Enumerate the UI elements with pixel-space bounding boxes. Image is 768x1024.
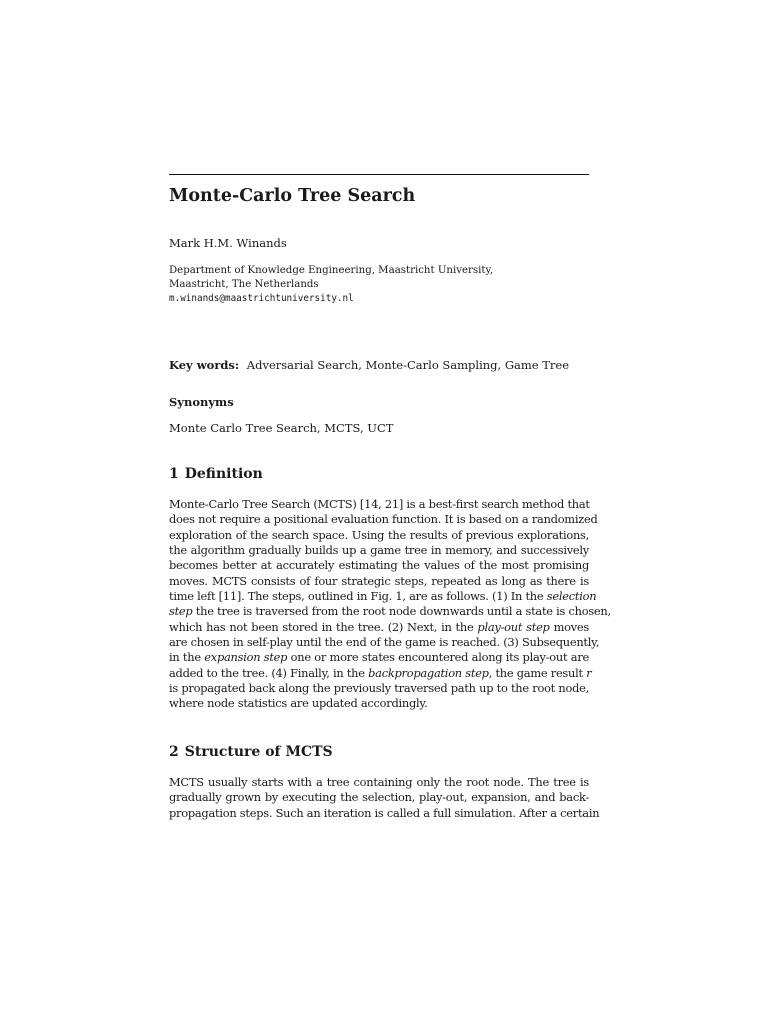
paper-title: Monte-Carlo Tree Search <box>169 186 416 206</box>
author-name: Mark H.M. Winands <box>169 236 287 250</box>
emphasis: expansion step <box>204 650 288 665</box>
text-line <box>169 604 611 619</box>
structure-paragraph <box>169 775 600 821</box>
text-segment: exploration of the search space. Using the results of previous explorations, <box>169 527 589 542</box>
text-segment: are chosen in self-play until the end of the game is reached. (3) Subsequently, <box>169 635 600 650</box>
text-segment: moves <box>549 619 589 634</box>
affiliation-line: Maastricht, The Netherlands <box>169 279 319 290</box>
text-segment: Monte-Carlo Tree Search (MCTS) [14, 21] is a best-first search method that <box>169 497 590 511</box>
text-segment: does not require a positional evaluation function. It is based on a randomized <box>169 512 598 527</box>
section-title: Structure of MCTS <box>184 744 333 760</box>
section-title: Definition <box>184 466 263 482</box>
text-segment: propagation steps. Such an iteration is called a full simulation. After a certain <box>169 805 600 820</box>
affiliation-line: Department of Knowledge Engineering, Maastricht University, <box>169 265 494 276</box>
text-segment: MCTS usually starts with a tree containing only the root node. The tree is <box>169 775 589 789</box>
text-segment: gradually grown by executing the selection, play-out, expansion, and back- <box>169 790 589 805</box>
emphasis: selection <box>546 589 597 604</box>
text-line <box>169 528 589 543</box>
text-line <box>169 512 598 527</box>
text-segment: added to the tree. (4) Finally, in the <box>169 665 369 680</box>
text-segment: , the game result <box>488 665 587 680</box>
text-segment: in the <box>169 650 205 665</box>
title-rule <box>169 174 589 175</box>
synonyms-text: Monte Carlo Tree Search, MCTS, UCT <box>169 421 394 435</box>
author-email[interactable]: m.winands@maastrichtuniversity.nl <box>169 293 354 304</box>
keywords <box>169 358 569 372</box>
section-number: 1 <box>169 466 179 482</box>
text-segment: moves. MCTS consists of four strategic steps, repeated as long as there is <box>169 573 589 588</box>
synonyms-heading: Synonyms <box>169 395 234 409</box>
text-line <box>169 805 600 821</box>
text-line <box>169 681 589 696</box>
text-segment: becomes better at accurately estimating the values of the most promising <box>169 558 589 573</box>
definition-paragraph <box>169 497 611 712</box>
text-line <box>169 620 589 635</box>
text-segment: one or more states encountered along its play-out are <box>287 650 590 665</box>
text-line <box>169 650 589 665</box>
text-line <box>169 775 589 790</box>
emphasis: backpropagation step <box>368 665 489 680</box>
text-line <box>169 558 589 573</box>
keywords-text: Adversarial Search, Monte-Carlo Sampling, Game Tree <box>246 358 570 372</box>
text-segment: the tree is traversed from the root node downwards until a state is chosen, <box>192 604 611 619</box>
emphasis: step <box>169 604 193 619</box>
text-line <box>169 665 592 681</box>
section-number: 2 <box>169 744 179 760</box>
text-segment: time left [11]. The steps, outlined in Fig. 1, are as follows. (1) In the <box>169 589 547 604</box>
text-segment: is propagated back along the previously traversed path up to the root node, <box>169 681 589 696</box>
text-segment: which has not been stored in the tree. (2) Next, in the <box>169 619 478 634</box>
text-line <box>169 574 589 589</box>
text-line <box>169 543 589 558</box>
text-line <box>169 696 589 711</box>
text-line <box>169 635 600 650</box>
text-segment: the algorithm gradually builds up a game tree in memory, and successively <box>169 543 589 558</box>
emphasis: r <box>586 665 592 680</box>
emphasis: play-out step <box>477 619 550 634</box>
keywords-label: Key words: <box>169 358 240 372</box>
text-line <box>169 790 589 805</box>
section-heading-definition <box>169 466 263 482</box>
text-line <box>169 589 597 604</box>
affiliation <box>169 264 493 306</box>
section-heading-structure <box>169 744 333 760</box>
text-line <box>169 497 589 512</box>
text-segment: where node statistics are updated accordingly. <box>169 696 428 711</box>
